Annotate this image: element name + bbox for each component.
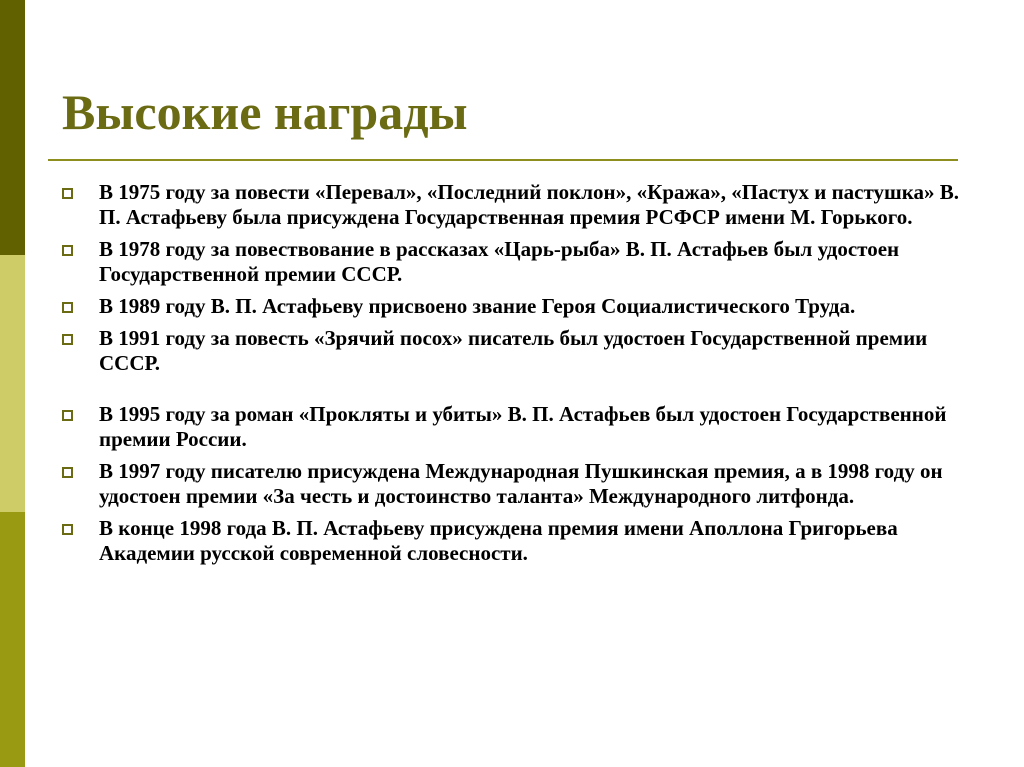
square-bullet-icon [62, 334, 73, 345]
square-bullet-icon [62, 410, 73, 421]
list-item-text: В 1978 году за повествование в рассказах «Царь-рыба» В. П. Астафьев был удостоен Государственной премии СССР. [99, 237, 900, 286]
award-list [62, 180, 967, 573]
title-underline [48, 159, 958, 161]
stripe-segment-mid [0, 512, 25, 767]
list-item-text: В 1975 году за повести «Перевал», «Последний поклон», «Кража», «Пастух и пастушка» В. П. Астафьеву была присуждена Государственная премия РСФСР имени М. Горького. [99, 180, 960, 229]
slide-title: Высокие награды [62, 84, 468, 140]
list-item [62, 326, 967, 376]
list-item [62, 294, 967, 319]
list-item-text: В 1997 году писателю присуждена Международная Пушкинская премия, а в 1998 году он удостоен премии «За честь и достоинство таланта» Международного литфонда. [99, 459, 943, 508]
square-bullet-icon [62, 302, 73, 313]
square-bullet-icon [62, 467, 73, 478]
list-item-text: В 1989 году В. П. Астафьеву присвоено звание Героя Социалистического Труда. [99, 294, 856, 318]
list-item-text: В 1991 году за повесть «Зрячий посох» писатель был удостоен Государственной премии СССР. [99, 326, 928, 375]
list-item [62, 459, 967, 509]
list-item-text: В 1995 году за роман «Прокляты и убиты» В. П. Астафьев был удостоен Государственной премии России. [99, 402, 947, 451]
list-item [62, 237, 967, 287]
list-item [62, 402, 967, 452]
square-bullet-icon [62, 245, 73, 256]
side-stripe [0, 0, 25, 767]
list-item [62, 516, 967, 566]
list-item [62, 180, 967, 230]
square-bullet-icon [62, 188, 73, 199]
stripe-segment-dark [0, 0, 25, 255]
list-item-text: В конце 1998 года В. П. Астафьеву присуждена премия имени Аполлона Григорьева Академии русской современной словесности. [99, 516, 898, 565]
stripe-segment-light [0, 255, 25, 512]
square-bullet-icon [62, 524, 73, 535]
